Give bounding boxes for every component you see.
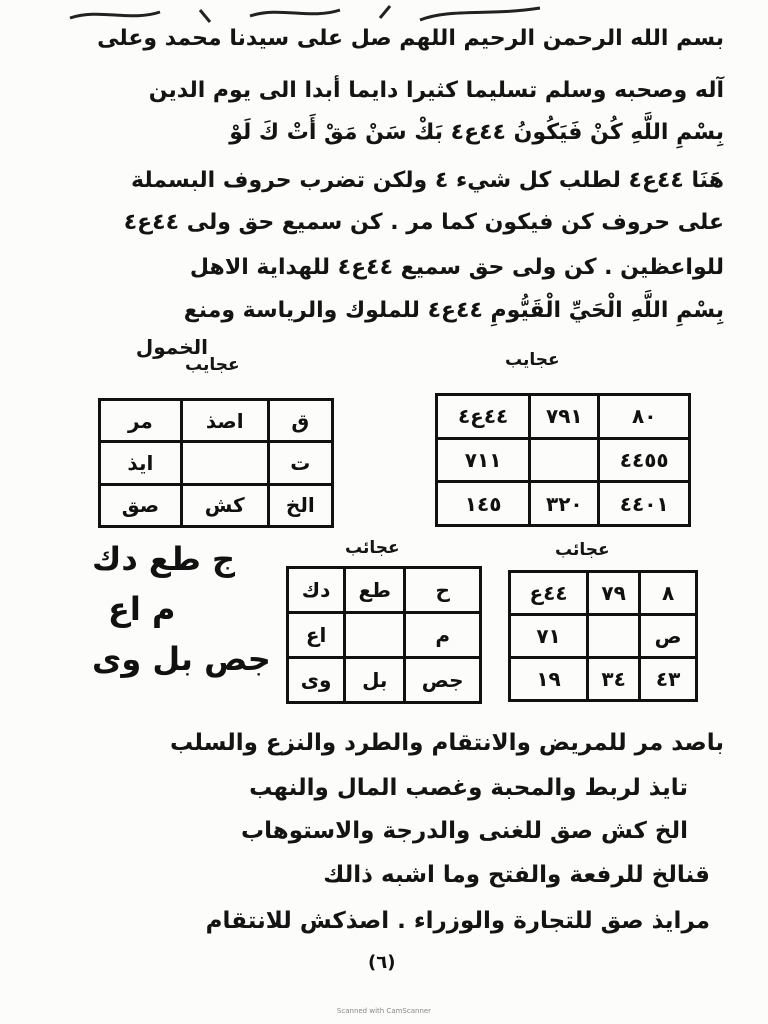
- body-line-2: آله وصحبه وسلم تسليما كثيرا دايما أبدا الى يوم الدين: [148, 78, 724, 103]
- square-cell: م: [405, 613, 481, 658]
- body-line-3: بِسْمِ اللَّهِ كُنْ فَيَكُونُ ٤٤ع٤ بَكْ سَنْ مَقْ أَتْ كَ لَوْ: [229, 120, 724, 145]
- body-line-1: بسم الله الرحمن الرحيم اللهم صل على سيدنا محمد وعلى: [97, 26, 724, 51]
- square-cell: ٤٤٠١: [599, 482, 690, 526]
- magic-square-mid-right: [508, 570, 698, 702]
- magic-square-top-right: [435, 393, 691, 527]
- square-cell: ٨٠: [599, 395, 690, 439]
- square-cell: [345, 613, 405, 658]
- square-cell: ٤٤ع٤: [437, 395, 530, 439]
- bottom-line-2: تايذ لربط والمحبة وغصب المال والنهب: [249, 775, 688, 801]
- body-line-8: الخمول: [135, 335, 208, 359]
- square-cell: دك: [288, 568, 345, 613]
- body-line-7: بِسْمِ اللَّهِ الْحَيِّ الْقَيُّومِ ٤٤ع٤ للملوك والرياسة ومنع: [183, 298, 724, 323]
- square-cell: [530, 438, 599, 482]
- square-cell: ٧١١: [437, 438, 530, 482]
- square-cell: ١٩: [510, 658, 588, 701]
- square-cell: ٧١: [510, 615, 588, 658]
- square-mid-right-header: عجائب: [555, 540, 610, 560]
- square-cell: ٨: [640, 572, 697, 615]
- bottom-line-5: مرايذ صق للتجارة والوزراء . اصذكش للانتقام: [205, 908, 710, 934]
- square-cell: كش: [181, 484, 268, 526]
- square-cell: طع: [345, 568, 405, 613]
- page-number: (٦): [368, 952, 396, 973]
- square-cell: ٧٩١: [530, 395, 599, 439]
- top-edge-scribble: [40, 0, 560, 26]
- square-cell: مر: [100, 400, 182, 442]
- body-line-5: على حروف كن فيكون كما مر . كن سميع حق ولى ٤٤ع٤: [123, 210, 724, 235]
- square-cell: ٣٤: [588, 658, 640, 701]
- square-cell: جص: [405, 658, 481, 703]
- side-letters-line-3: جص بل وى: [92, 640, 271, 678]
- square-cell: ايذ: [100, 442, 182, 484]
- square-cell: [588, 615, 640, 658]
- square-cell: بل: [345, 658, 405, 703]
- square-top-right-header: عجايب: [505, 350, 560, 370]
- bottom-line-4: قنالخ للرفعة والفتح وما اشبه ذالك: [323, 862, 710, 888]
- square-cell: ٧٩: [588, 572, 640, 615]
- body-line-6: للواعظين . كن ولى حق سميع ٤٤ع٤ للهداية الاهل: [189, 255, 724, 280]
- square-cell: ق: [268, 400, 332, 442]
- square-cell: وى: [288, 658, 345, 703]
- square-cell: ت: [268, 442, 332, 484]
- square-cell: ص: [640, 615, 697, 658]
- square-cell: ٤٣: [640, 658, 697, 701]
- square-cell: ح: [405, 568, 481, 613]
- square-cell: [181, 442, 268, 484]
- square-cell: اصذ: [181, 400, 268, 442]
- square-cell: ٤٤٥٥: [599, 438, 690, 482]
- square-mid-left-header: عجائب: [345, 538, 400, 558]
- square-cell: اع: [288, 613, 345, 658]
- square-cell: الخ: [268, 484, 332, 526]
- bottom-line-1: باصد مر للمريض والانتقام والطرد والنزع والسلب: [169, 730, 724, 756]
- magic-square-top-left: [98, 398, 334, 528]
- square-cell: ١٤٥: [437, 482, 530, 526]
- magic-square-mid-left: [286, 566, 482, 704]
- square-cell: ٤٤ع: [510, 572, 588, 615]
- side-letters-line-2: م اع: [108, 590, 176, 628]
- body-line-4: هَنَا ٤٤ع٤ لطلب كل شيء ٤ ولكن تضرب حروف البسملة: [130, 168, 724, 193]
- scanner-footer: Scanned with CamScanner: [336, 1007, 432, 1015]
- square-top-left-header: عجايب: [185, 355, 240, 375]
- square-cell: ٣٢٠: [530, 482, 599, 526]
- square-cell: صق: [100, 484, 182, 526]
- bottom-line-3: الخ كش صق للغنى والدرجة والاستوهاب: [241, 818, 688, 844]
- side-letters-line-1: ج طع دك: [92, 540, 236, 578]
